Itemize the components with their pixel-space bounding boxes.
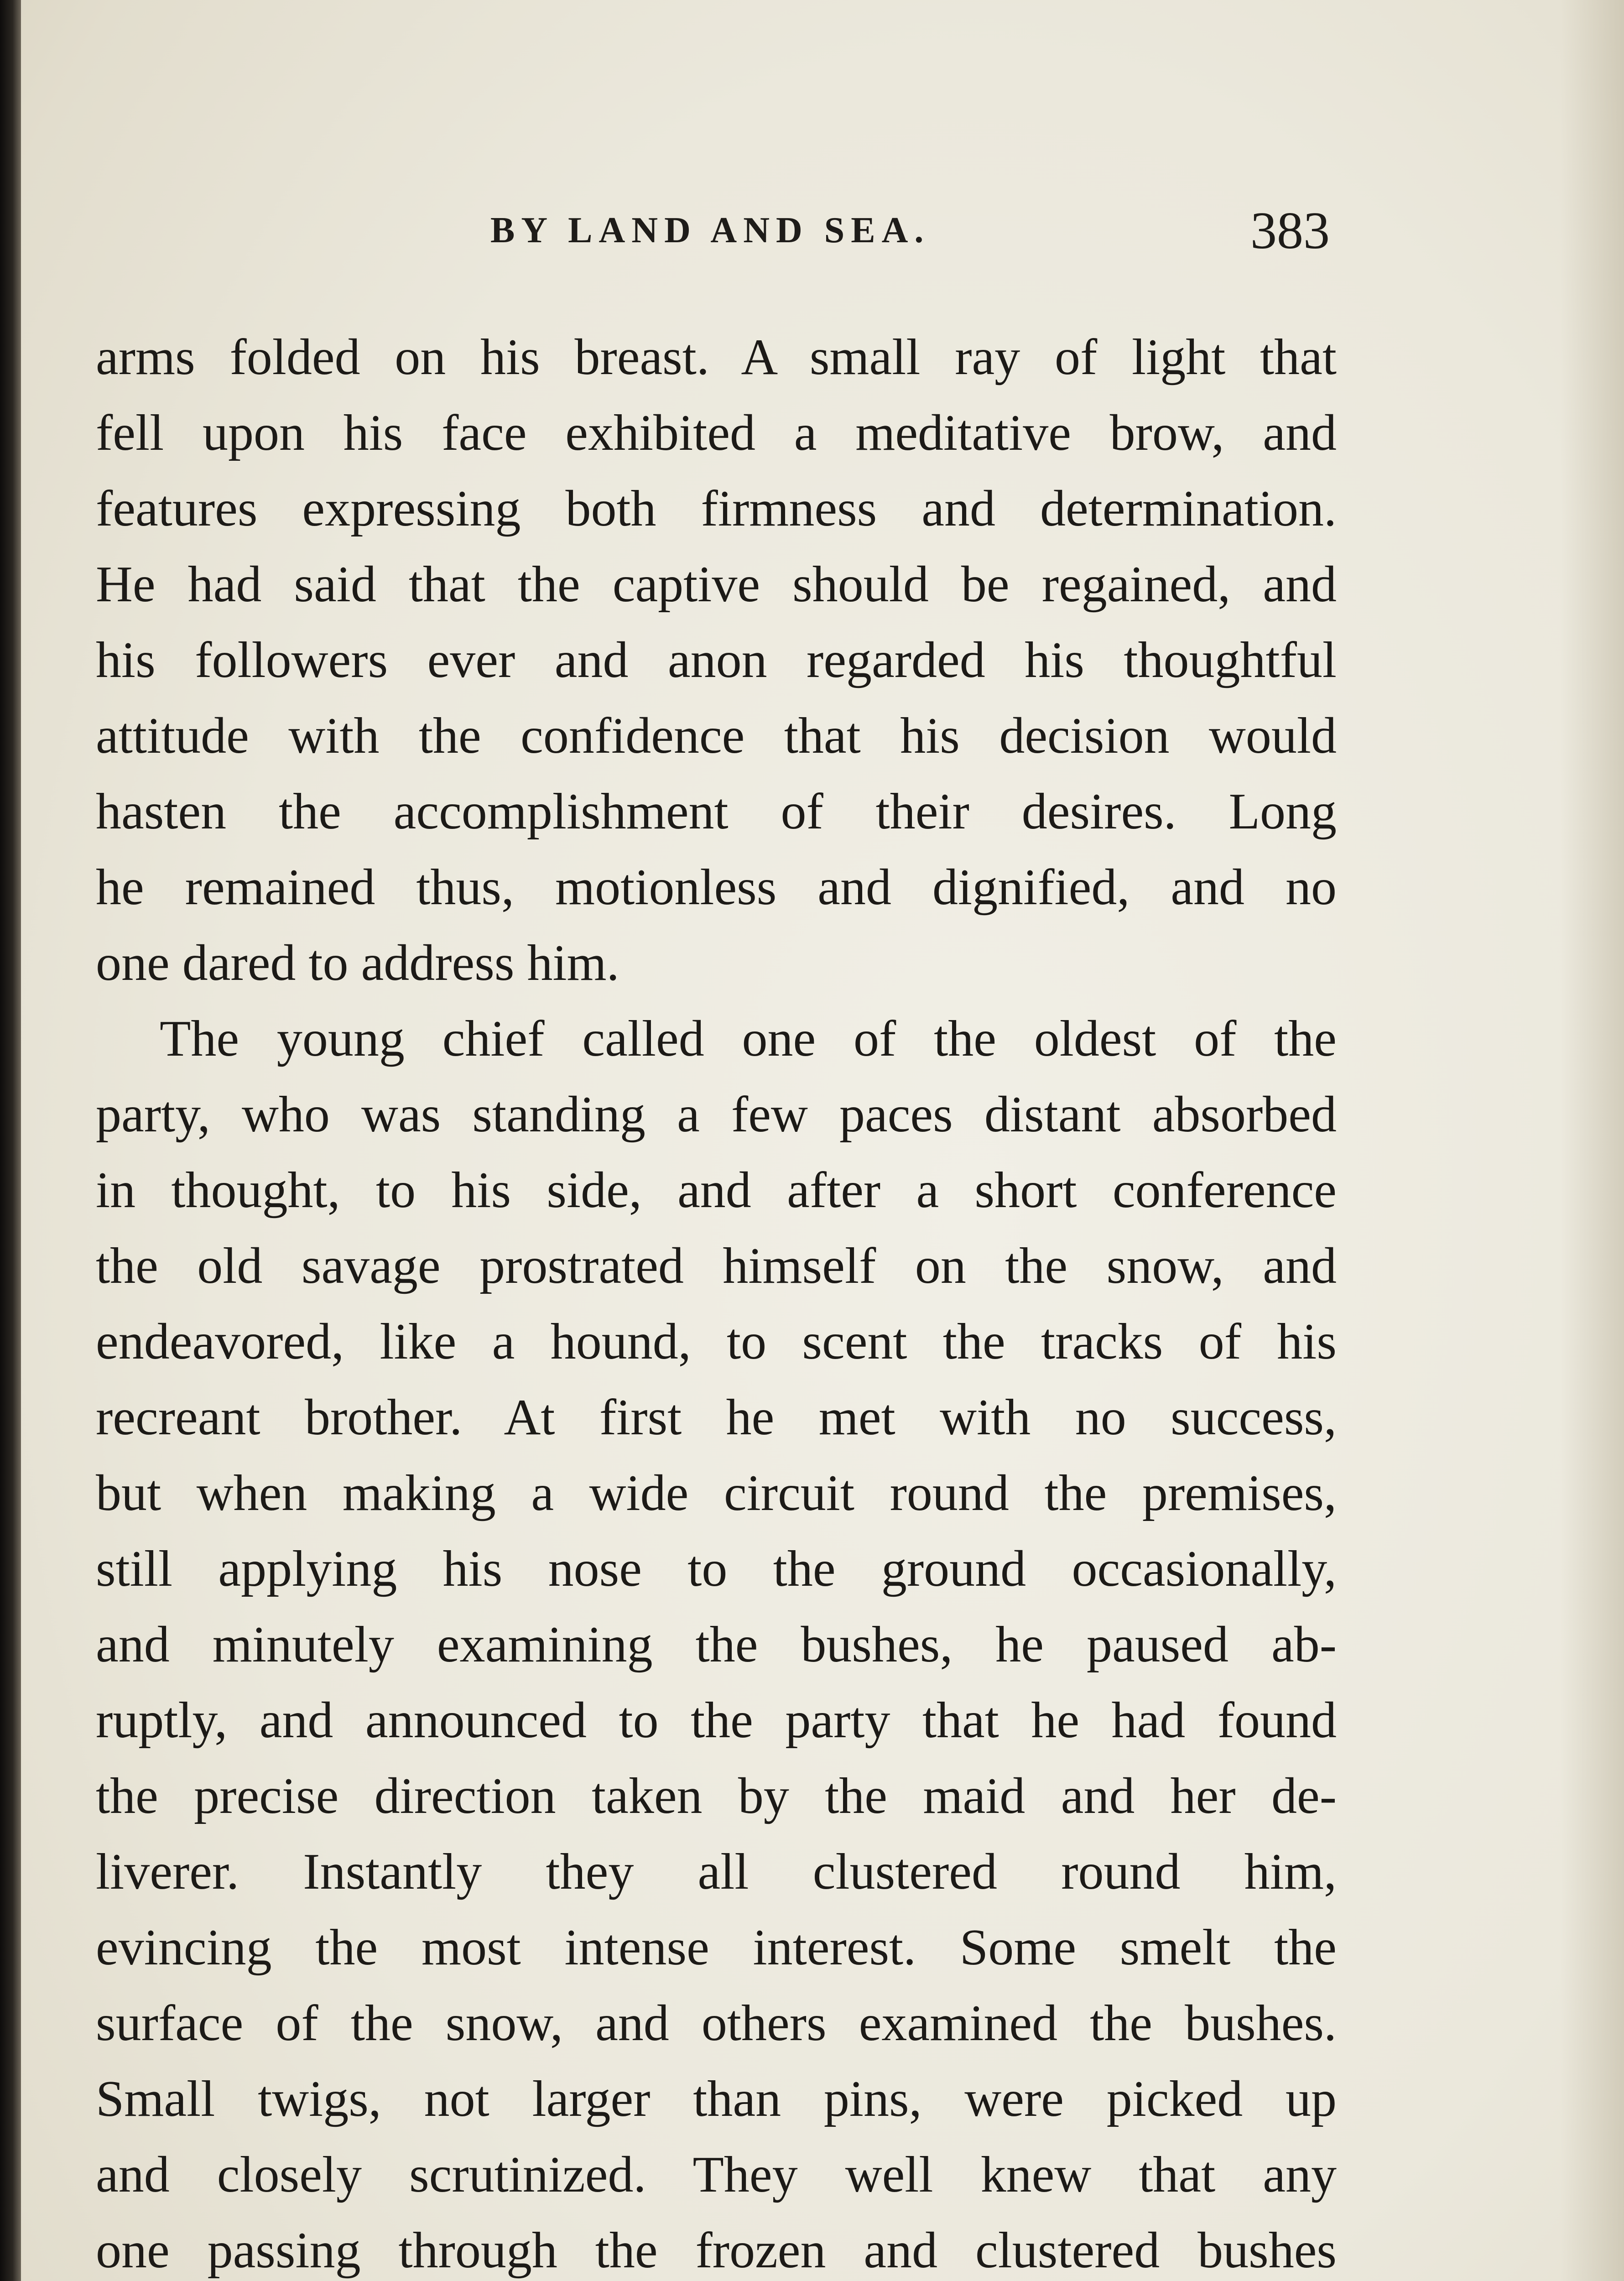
paragraph-first-line: The young chief called one of the oldest of the bbox=[160, 1010, 1337, 1067]
text-line: endeavored, like a hound, to scent the tracks of his bbox=[96, 1313, 1337, 1370]
text-line: ruptly, and announced to the party that he had found bbox=[96, 1692, 1337, 1749]
text-line: Small twigs, not larger than pins, were picked up bbox=[96, 2071, 1337, 2127]
binding-edge bbox=[0, 0, 21, 2281]
text-line: still applying his nose to the ground occasionally, bbox=[96, 1541, 1337, 1597]
text-line: and minutely examining the bushes, he paused ab- bbox=[96, 1616, 1337, 1673]
text-line: surface of the snow, and others examined the bushes. bbox=[96, 1995, 1337, 2052]
running-head: BY LAND AND SEA. bbox=[490, 210, 930, 250]
text-line: He had said that the captive should be regained, and bbox=[96, 556, 1337, 613]
text-line: recreant brother. At first he met with no success, bbox=[96, 1389, 1337, 1446]
text-line: arms folded on his breast. A small ray of light that bbox=[96, 329, 1337, 385]
text-line: attitude with the confidence that his decision would bbox=[96, 708, 1337, 764]
text-line: one dared to address him. bbox=[96, 935, 619, 991]
text-line: evincing the most intense interest. Some smelt the bbox=[96, 1919, 1337, 1976]
text-line: in thought, to his side, and after a short conference bbox=[96, 1162, 1337, 1219]
text-line: and closely scrutinized. They well knew that any bbox=[96, 2146, 1337, 2203]
text-line: the old savage prostrated himself on the snow, and bbox=[96, 1238, 1337, 1294]
text-line: liverer. Instantly they all clustered round him, bbox=[96, 1844, 1337, 1900]
page-edge-shadow bbox=[1560, 0, 1624, 2281]
text-line: features expressing both firmness and determination. bbox=[96, 480, 1337, 537]
text-line: his followers ever and anon regarded his thoughtful bbox=[96, 632, 1337, 688]
text-line: hasten the accomplishment of their desires. Long bbox=[96, 783, 1337, 840]
text-line: he remained thus, motionless and dignified, and no bbox=[96, 859, 1337, 916]
page-header bbox=[98, 196, 1330, 260]
text-line: one passing through the frozen and clustered bushes bbox=[96, 2222, 1337, 2279]
text-line: but when making a wide circuit round the premises, bbox=[96, 1465, 1337, 1521]
body-text bbox=[96, 319, 1337, 2281]
text-line: the precise direction taken by the maid and her de- bbox=[96, 1768, 1337, 1824]
text-line: party, who was standing a few paces distant absorbed bbox=[96, 1086, 1337, 1143]
page-number: 383 bbox=[1250, 202, 1330, 260]
text-line: fell upon his face exhibited a meditative brow, and bbox=[96, 405, 1337, 461]
